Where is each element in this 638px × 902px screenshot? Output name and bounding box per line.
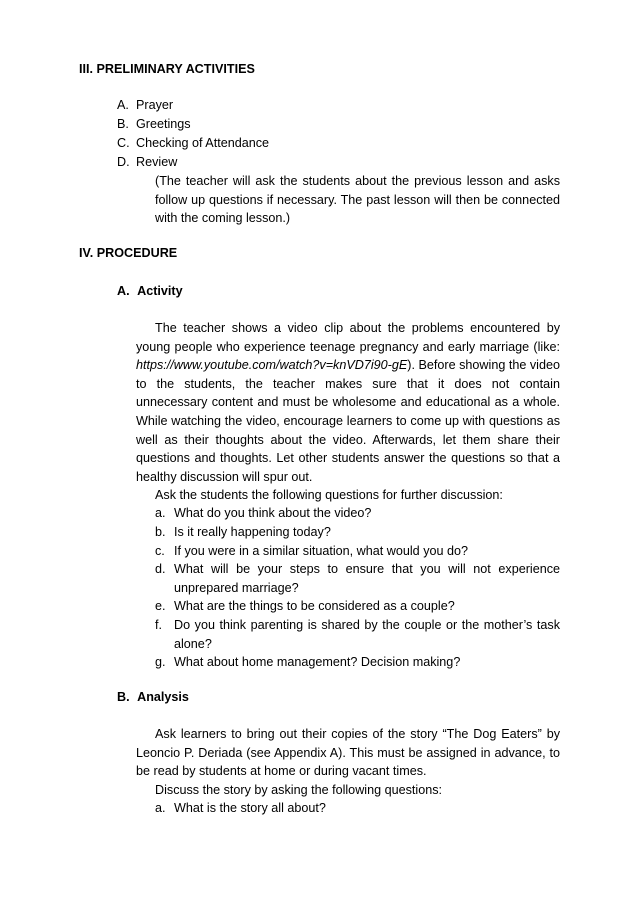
section-heading-preliminary: III. PRELIMINARY ACTIVITIES <box>79 62 255 76</box>
question-item <box>155 655 460 669</box>
subsection-title: Analysis <box>137 690 189 704</box>
list-marker: B. <box>117 117 129 131</box>
question-item <box>155 801 326 815</box>
question-text: Do you think parenting is shared by the couple or the mother’s task alone? <box>174 618 560 651</box>
list-item <box>117 155 177 169</box>
question-marker: g. <box>155 655 166 669</box>
section-heading-procedure: IV. PROCEDURE <box>79 246 178 260</box>
question-text: Is it really happening today? <box>174 525 331 539</box>
list-item <box>117 117 191 131</box>
question-item <box>155 506 371 520</box>
activity-text-end: ). Before showing the video to the students, the teacher makes sure that it does not contain unnecessary content and must be wholesome and educational as a whole. While watching the video, encourage learners to come up with questions as well as their thoughts about the video. Afterwards, let them share their questions and thoughts. Let other students answer the questions so that a healthy discussion will spur out. <box>136 358 560 484</box>
subsection-heading-analysis <box>117 690 189 704</box>
question-marker: c. <box>155 544 165 558</box>
subsection-heading-activity <box>117 284 183 298</box>
analysis-discuss-line: Discuss the story by asking the following questions: <box>155 783 442 797</box>
question-item <box>155 544 468 558</box>
video-link[interactable]: https://www.youtube.com/watch?v=knVD7i90-gE <box>136 358 408 373</box>
question-marker: f. <box>155 618 162 632</box>
question-text: What are the things to be considered as a couple? <box>174 599 455 613</box>
question-item <box>155 599 455 613</box>
review-note: (The teacher will ask the students about the previous lesson and asks follow up questions if necessary. The past lesson will then be connected with the coming lesson.) <box>155 174 560 226</box>
activity-paragraph <box>136 319 560 486</box>
subsection-title: Activity <box>137 284 183 298</box>
question-text: What do you think about the video? <box>174 506 372 520</box>
list-item-text: Prayer <box>136 98 174 112</box>
question-text: What about home management? Decision making? <box>174 655 461 669</box>
list-marker: C. <box>117 136 130 150</box>
subsection-marker: A. <box>117 284 130 298</box>
question-marker: a. <box>155 506 166 520</box>
subsection-marker: B. <box>117 690 130 704</box>
activity-text-start: The teacher shows a video clip about the problems encountered by young people who experience teenage pregnancy and early marriage (like: <box>136 321 560 354</box>
list-item-text: Greetings <box>136 117 191 131</box>
activity-ask-line: Ask the students the following questions for further discussion: <box>155 488 503 502</box>
question-marker: d. <box>155 562 166 576</box>
question-text: What will be your steps to ensure that you will not experience unprepared marriage? <box>174 562 560 595</box>
question-marker: a. <box>155 801 166 815</box>
question-marker: e. <box>155 599 166 613</box>
question-text: What is the story all about? <box>174 801 326 815</box>
question-text: If you were in a similar situation, what would you do? <box>174 544 469 558</box>
list-item-text: Review <box>136 155 178 169</box>
list-marker: D. <box>117 155 130 169</box>
analysis-paragraph: Ask learners to bring out their copies of the story “The Dog Eaters” by Leoncio P. Deriada (see Appendix A). This must be assigned in advance, to be read by students at home or during vacant times. <box>136 727 560 779</box>
question-marker: b. <box>155 525 166 539</box>
list-item <box>117 98 173 112</box>
list-item-text: Checking of Attendance <box>136 136 270 150</box>
question-item <box>155 525 331 539</box>
list-marker: A. <box>117 98 129 112</box>
list-item <box>117 136 269 150</box>
